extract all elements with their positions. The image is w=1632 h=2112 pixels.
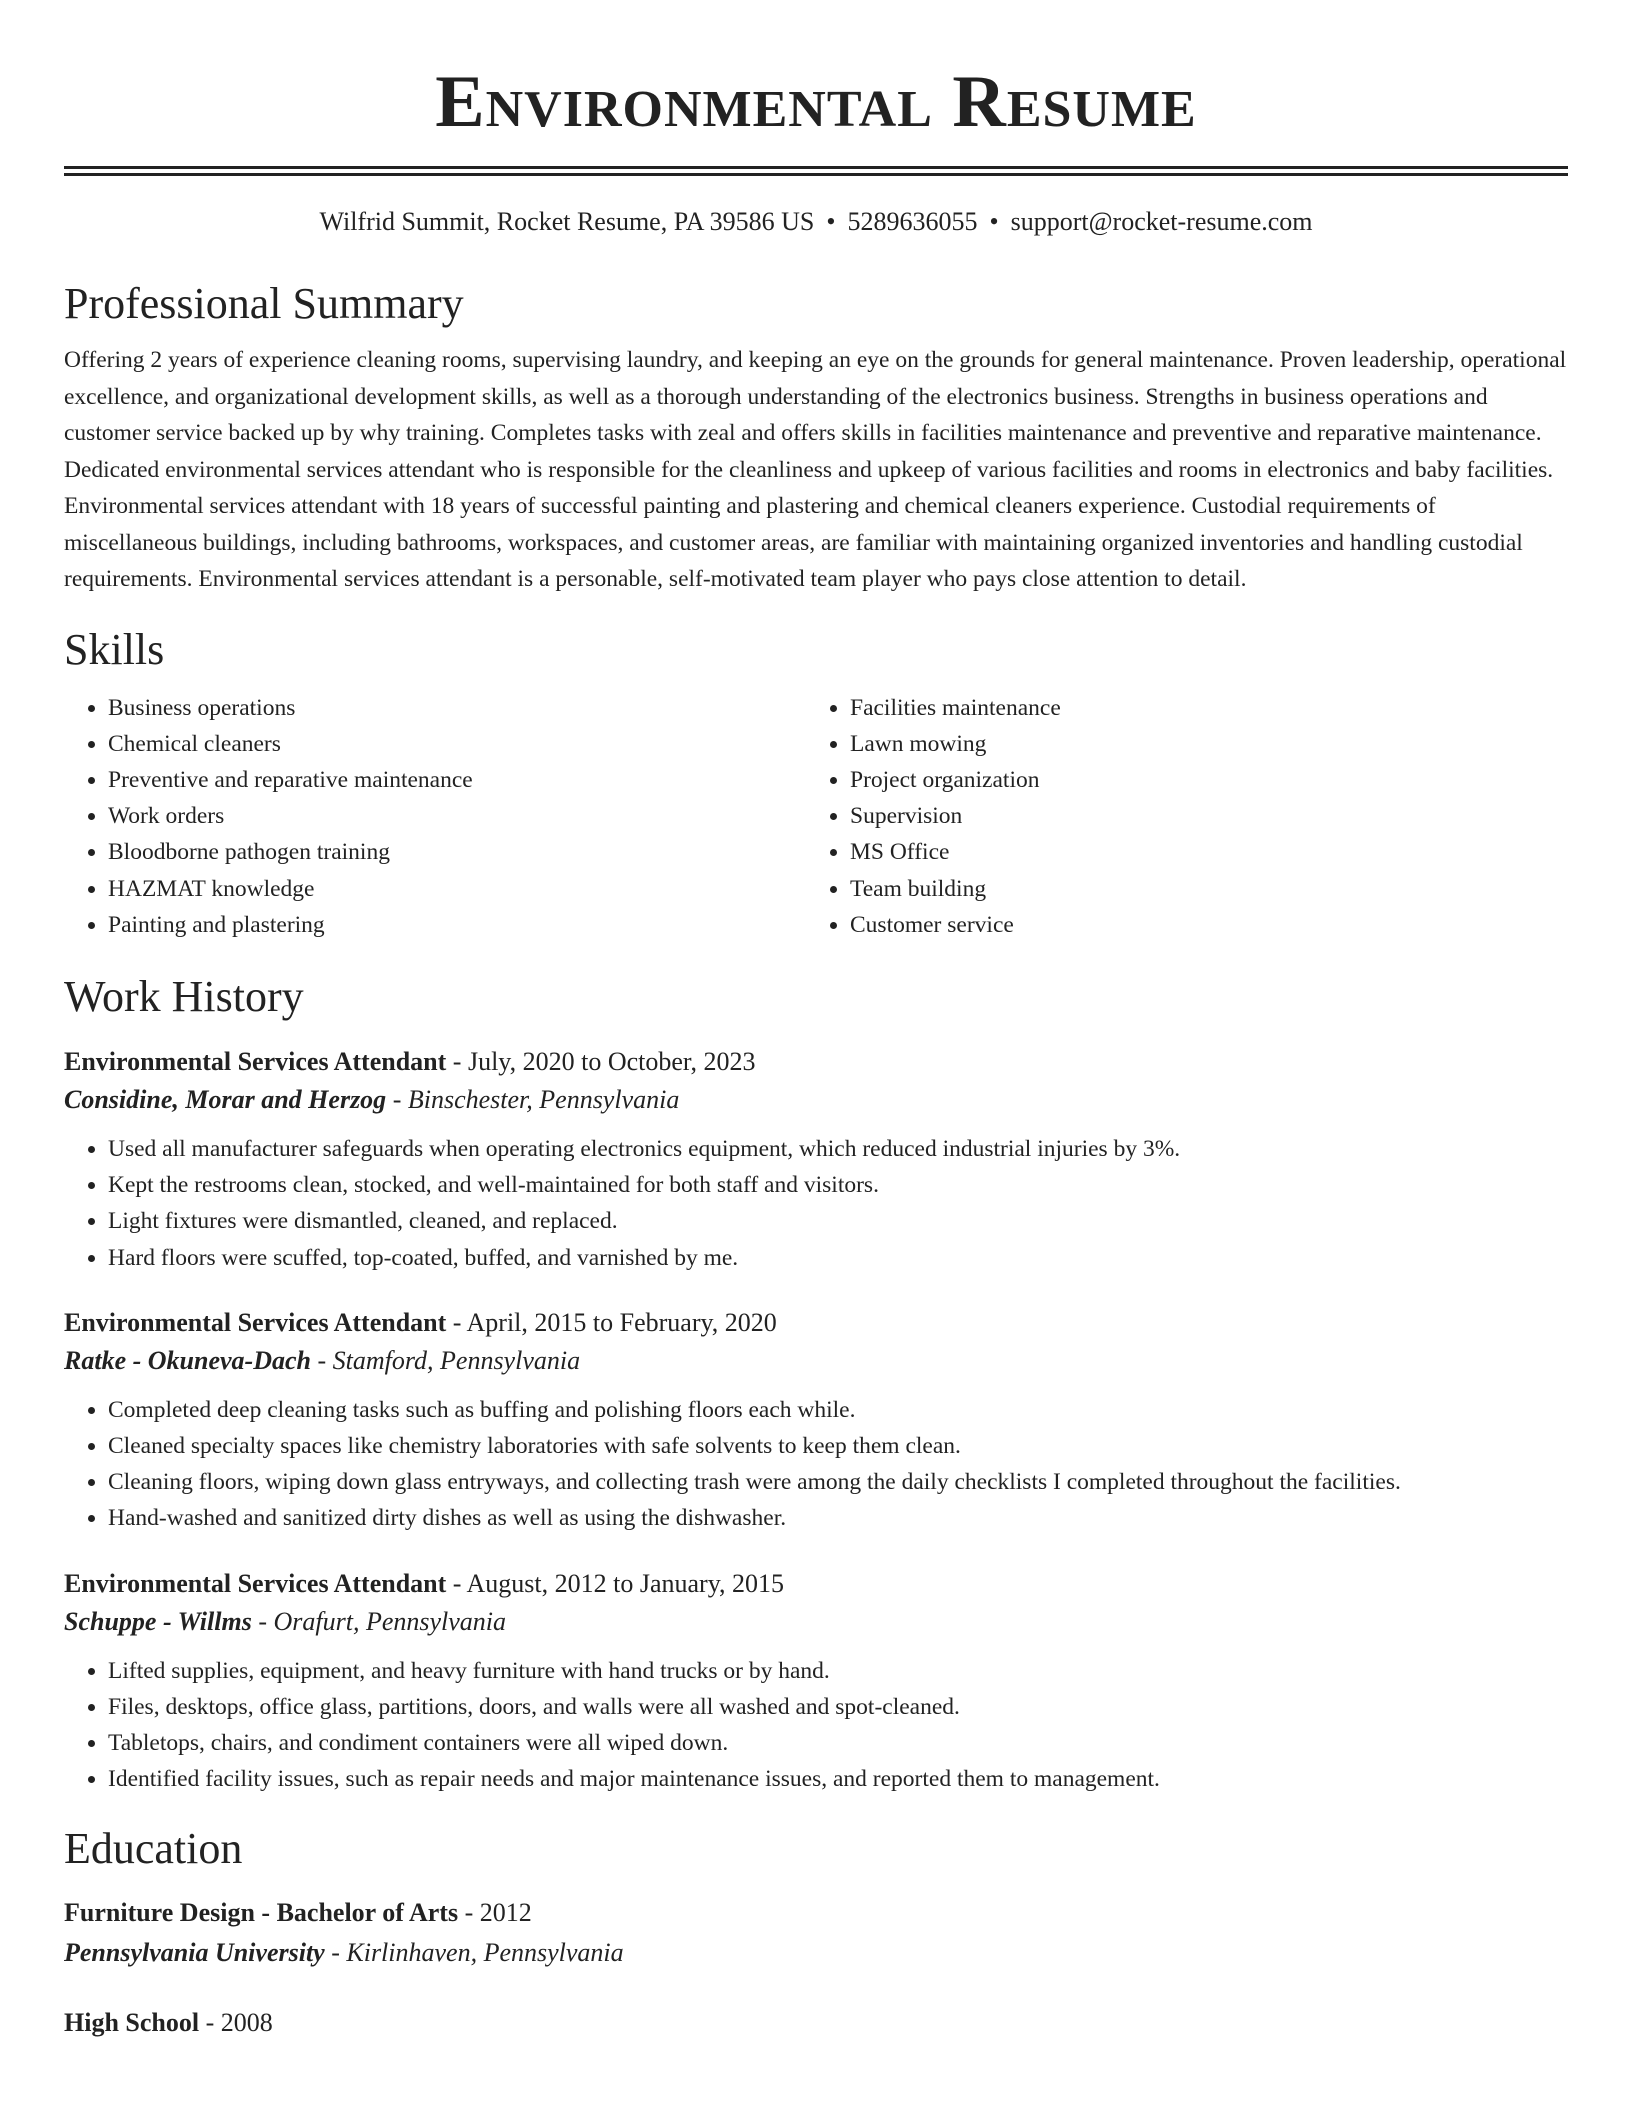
job-duty: • Tabletops, chairs, and condiment containers were all wiped down. [108,1725,1568,1761]
summary-text: Offering 2 years of experience cleaning rooms, supervising laundry, and keeping an eye on the grounds for general maintenance. Proven leadership, operational excellence, and organizational development skills, as well as a thorough understanding of the electronics business. Strengths in business operations and customer service backed up by why training. Completes tasks with zeal and offers skills in facilities maintenance and preventive and reparative maintenance. Dedicated environmental services attendant who is responsible for the cleanliness and upkeep of various facilities and rooms in electronics and baby facilities. Environmental services attendant with 18 years of successful painting and plastering and chemical cleaners experience. Custodial requirements of miscellaneous buildings, including bathrooms, workspaces, and customer areas, are familiar with maintaining organized inventories and handling custodial requirements. Environmental services attendant is a personable, self-motivated team player who pays close attention to detail. [64,347,1567,592]
job-duties [64,1653,1568,1798]
education-entry [64,2003,1568,2043]
job-company: Ratke - Okuneva-Dach [64,1345,311,1375]
skill-item: • Business operations [108,690,806,726]
education-degree-line [64,1893,1568,1933]
job-duty: • Identified facility issues, such as repair needs and major maintenance issues, and reported them to management. [108,1761,1568,1797]
job-company: Considine, Morar and Herzog [64,1084,387,1114]
job-duty: • Completed deep cleaning tasks such as buffing and polishing floors each while. [108,1392,1568,1428]
skill-item: • Project organization [850,762,1548,798]
skill-item: • Preventive and reparative maintenance [108,762,806,798]
job-dates: - August, 2012 to January, 2015 [446,1568,785,1598]
contact-phone: 5289636055 [847,207,978,236]
contact-email[interactable]: support@rocket-resume.com [1010,207,1313,236]
job-entry [64,1043,1568,1276]
education-heading: Education [64,1824,243,1874]
job-duty: • Hand-washed and sanitized dirty dishes as well as using the dishwasher. [108,1500,1568,1536]
skill-item: • Supervision [850,798,1548,834]
job-title: Environmental Services Attendant [64,1568,447,1598]
job-duty: • Files, desktops, office glass, partitions, doors, and walls were all washed and spot-cleaned. [108,1689,1568,1725]
skills-heading: Skills [64,624,165,674]
job-title-line [64,1304,1568,1342]
work-history-heading: Work History [64,971,304,1021]
skills-list [64,690,1568,943]
skill-item: • Facilities maintenance [850,690,1548,726]
skill-item: • Chemical cleaners [108,726,806,762]
job-duties [64,1131,1568,1276]
job-dates: - April, 2015 to February, 2020 [446,1307,777,1337]
job-title: Environmental Services Attendant [64,1046,447,1076]
job-dates: - July, 2020 to October, 2023 [446,1046,756,1076]
contact-separator: • [826,207,836,236]
summary-heading: Professional Summary [64,279,464,328]
job-title: Environmental Services Attendant [64,1307,447,1337]
job-duties [64,1392,1568,1537]
job-company-line [64,1081,1568,1119]
job-duty: • Hard floors were scuffed, top-coated, buffed, and varnished by me. [108,1240,1568,1276]
education-degree-line [64,2003,1568,2043]
skill-item: • Work orders [108,798,806,834]
job-entry [64,1565,1568,1798]
education-school-line [64,1933,1568,1973]
education-entry [64,1893,1568,1973]
education-school: Pennsylvania University [64,1938,325,1968]
skills-column-left [64,690,806,943]
skill-item: • MS Office [850,834,1548,870]
job-location: - Binschester, Pennsylvania [386,1084,680,1114]
job-duty: • Used all manufacturer safeguards when operating electronics equipment, which reduced industrial injuries by 3%. [108,1131,1568,1167]
job-duty: • Light fixtures were dismantled, cleaned, and replaced. [108,1203,1568,1239]
skill-item: • Customer service [850,907,1548,943]
education-year: - 2012 [458,1898,532,1928]
contact-separator: • [989,207,999,236]
job-location: - Stamford, Pennsylvania [310,1345,581,1375]
education-degree: Furniture Design - Bachelor of Arts [64,1898,459,1928]
skill-item: • Painting and plastering [108,907,806,943]
job-title-line [64,1565,1568,1603]
job-duty: • Kept the restrooms clean, stocked, and well-maintained for both staff and visitors. [108,1167,1568,1203]
job-title-line [64,1043,1568,1081]
skill-item: • HAZMAT knowledge [108,871,806,907]
resume-title: Environmental Resume [435,61,1197,143]
education-degree: High School [64,2008,200,2038]
job-duty: • Cleaning floors, wiping down glass entryways, and collecting trash were among the daily checklists I completed throughout the facilities. [108,1464,1568,1500]
job-company-line [64,1342,1568,1380]
skills-column-right [806,690,1548,943]
job-company-line [64,1603,1568,1641]
job-location: - Orafurt, Pennsylvania [251,1606,507,1636]
skill-item: • Lawn mowing [850,726,1548,762]
job-entry [64,1304,1568,1537]
education-location: - Kirlinhaven, Pennsylvania [324,1938,624,1968]
contact-line [64,206,1568,238]
job-company: Schuppe - Willms [64,1606,252,1636]
skill-item: • Team building [850,871,1548,907]
education-year: - 2008 [199,2008,273,2038]
job-duty: • Lifted supplies, equipment, and heavy furniture with hand trucks or by hand. [108,1653,1568,1689]
title-divider [64,166,1568,176]
skill-item: • Bloodborne pathogen training [108,834,806,870]
job-duty: • Cleaned specialty spaces like chemistry laboratories with safe solvents to keep them clean. [108,1428,1568,1464]
contact-address: Wilfrid Summit, Rocket Resume, PA 39586 US [319,207,815,236]
